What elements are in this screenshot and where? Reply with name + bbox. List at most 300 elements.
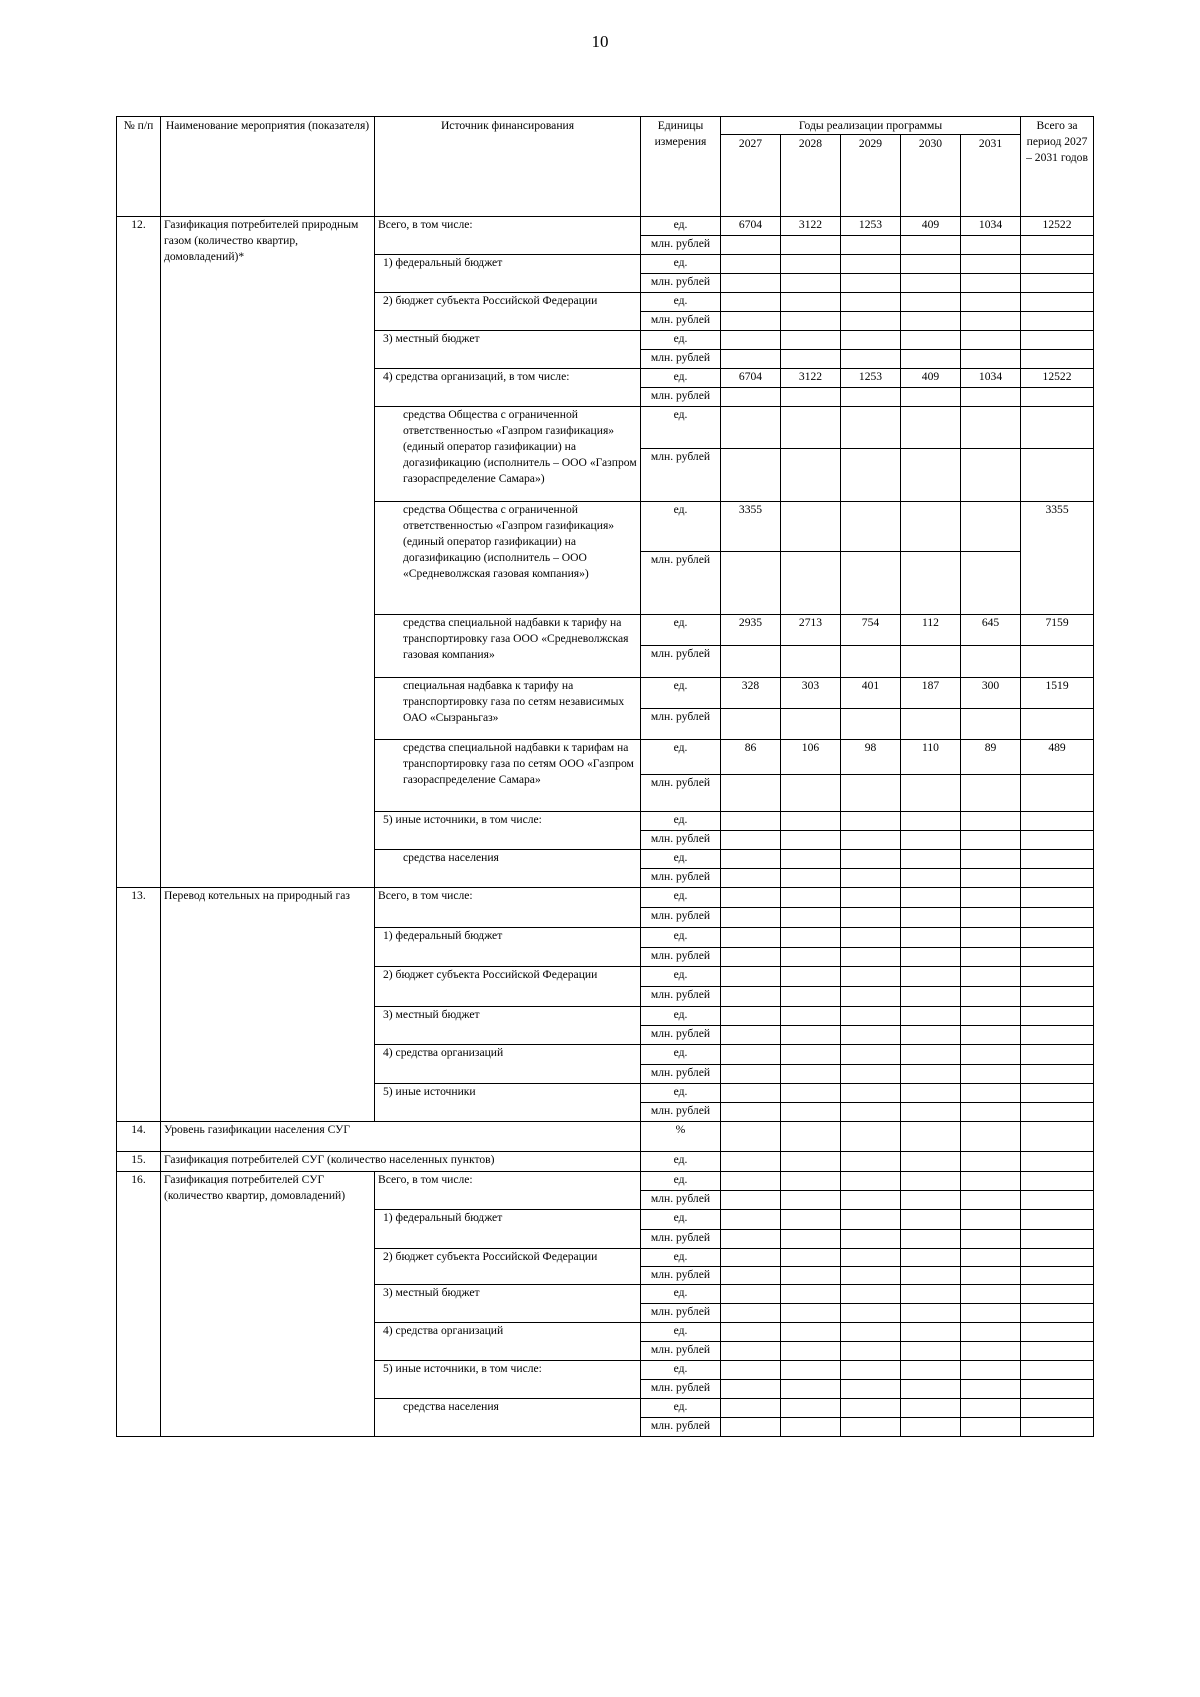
value-cell xyxy=(841,1191,901,1210)
value-cell xyxy=(841,1285,901,1304)
unit-cell: млн. рублей xyxy=(641,350,721,369)
unit-cell: ед. xyxy=(641,1084,721,1103)
funding-source: 4) средства организаций xyxy=(375,1323,641,1361)
value-cell: 303 xyxy=(781,678,841,709)
unit-cell: ед. xyxy=(641,369,721,388)
value-cell xyxy=(901,1304,961,1323)
value-cell xyxy=(781,1418,841,1437)
header-year: 2027 xyxy=(721,135,781,217)
total-cell xyxy=(1021,407,1094,449)
value-cell xyxy=(961,1249,1021,1267)
value-cell xyxy=(901,987,961,1007)
value-cell xyxy=(961,312,1021,331)
value-cell xyxy=(721,255,781,274)
value-cell xyxy=(781,1152,841,1172)
value-cell xyxy=(961,388,1021,407)
value-cell xyxy=(901,407,961,449)
row-number: 16. xyxy=(117,1172,161,1437)
value-cell xyxy=(781,1122,841,1152)
value-cell: 2935 xyxy=(721,615,781,646)
funding-source: средства населения xyxy=(375,1399,641,1437)
value-cell xyxy=(781,1210,841,1230)
value-cell: 98 xyxy=(841,740,901,775)
total-cell xyxy=(1021,1267,1094,1285)
value-cell xyxy=(721,1045,781,1065)
value-cell: 112 xyxy=(901,615,961,646)
value-cell: 3122 xyxy=(781,369,841,388)
value-cell xyxy=(781,850,841,869)
value-cell xyxy=(961,1399,1021,1418)
total-cell xyxy=(1021,1230,1094,1249)
value-cell xyxy=(721,350,781,369)
value-cell xyxy=(781,869,841,888)
value-cell xyxy=(841,1323,901,1342)
program-table xyxy=(116,116,1094,1437)
value-cell xyxy=(961,1285,1021,1304)
value-cell xyxy=(961,1152,1021,1172)
value-cell xyxy=(721,1361,781,1380)
funding-source: 3) местный бюджет xyxy=(375,331,641,369)
total-cell xyxy=(1021,1172,1094,1191)
total-cell xyxy=(1021,293,1094,312)
value-cell xyxy=(901,888,961,908)
value-cell xyxy=(1021,1122,1094,1152)
funding-source: Всего, в том числе: xyxy=(375,888,641,928)
value-cell xyxy=(961,1342,1021,1361)
value-cell xyxy=(901,646,961,678)
value-cell xyxy=(961,331,1021,350)
unit-cell: млн. рублей xyxy=(641,236,721,255)
value-cell xyxy=(721,869,781,888)
value-cell xyxy=(841,831,901,850)
value-cell xyxy=(841,1399,901,1418)
funding-source: 2) бюджет субъекта Российской Федерации xyxy=(375,967,641,1007)
value-cell: 1253 xyxy=(841,217,901,236)
unit-cell: млн. рублей xyxy=(641,775,721,812)
value-cell xyxy=(901,255,961,274)
value-cell xyxy=(961,552,1021,615)
value-cell xyxy=(841,908,901,928)
value-cell xyxy=(781,1191,841,1210)
value-cell xyxy=(781,407,841,449)
unit-cell: ед. xyxy=(641,678,721,709)
value-cell: 187 xyxy=(901,678,961,709)
funding-source: 5) иные источники, в том числе: xyxy=(375,812,641,850)
value-cell xyxy=(841,1380,901,1399)
page-number: 10 xyxy=(591,32,609,51)
value-cell xyxy=(961,502,1021,552)
value-cell xyxy=(781,775,841,812)
value-cell xyxy=(901,908,961,928)
value-cell xyxy=(961,987,1021,1007)
value-cell xyxy=(721,1323,781,1342)
value-cell xyxy=(961,1380,1021,1399)
value-cell xyxy=(721,812,781,831)
total-cell xyxy=(1021,274,1094,293)
value-cell xyxy=(841,1172,901,1191)
value-cell xyxy=(901,1026,961,1045)
total-cell xyxy=(1021,646,1094,678)
value-cell xyxy=(841,1045,901,1065)
value-cell xyxy=(781,331,841,350)
value-cell xyxy=(781,236,841,255)
header-total: Всего за период 2027 – 2031 годов xyxy=(1021,117,1094,217)
value-cell xyxy=(901,967,961,987)
value-cell xyxy=(721,948,781,967)
value-cell xyxy=(841,1361,901,1380)
total-cell xyxy=(1021,928,1094,948)
value-cell xyxy=(961,1026,1021,1045)
total-cell xyxy=(1021,350,1094,369)
value-cell xyxy=(901,775,961,812)
value-cell xyxy=(841,850,901,869)
header-year: 2028 xyxy=(781,135,841,217)
value-cell xyxy=(781,1361,841,1380)
value-cell xyxy=(781,1323,841,1342)
table-row xyxy=(117,888,1094,908)
unit-cell: ед. xyxy=(641,928,721,948)
unit-cell: ед. xyxy=(641,1285,721,1304)
value-cell xyxy=(721,709,781,740)
total-cell xyxy=(1021,1323,1094,1342)
value-cell xyxy=(961,1304,1021,1323)
value-cell xyxy=(721,1152,781,1172)
funding-source: Всего, в том числе: xyxy=(375,217,641,255)
value-cell xyxy=(961,869,1021,888)
value-cell xyxy=(781,831,841,850)
total-cell xyxy=(1021,888,1094,908)
value-cell xyxy=(781,1267,841,1285)
value-cell xyxy=(841,709,901,740)
row-number: 13. xyxy=(117,888,161,1122)
unit-cell: ед. xyxy=(641,1172,721,1191)
total-cell: 489 xyxy=(1021,740,1094,775)
total-cell xyxy=(1021,709,1094,740)
value-cell xyxy=(961,1122,1021,1152)
value-cell xyxy=(961,1007,1021,1026)
value-cell xyxy=(781,1249,841,1267)
value-cell xyxy=(961,646,1021,678)
funding-source: средства специальной надбавки к тарифу на транспортировку газа ООО «Средневолжская газовая компания» xyxy=(375,615,641,678)
header-source: Источник финансирования xyxy=(375,117,641,217)
funding-source: средства специальной надбавки к тарифам на транспортировку газа по сетям ООО «Газпром газораспределение Самара» xyxy=(375,740,641,812)
total-cell xyxy=(1021,1380,1094,1399)
value-cell xyxy=(841,869,901,888)
value-cell xyxy=(901,1230,961,1249)
value-cell: 328 xyxy=(721,678,781,709)
value-cell xyxy=(841,350,901,369)
value-cell xyxy=(961,293,1021,312)
value-cell xyxy=(961,1323,1021,1342)
header-unit: Единицы измерения xyxy=(641,117,721,217)
total-cell xyxy=(1021,1103,1094,1122)
value-cell xyxy=(841,312,901,331)
value-cell xyxy=(841,1304,901,1323)
value-cell xyxy=(1021,1152,1094,1172)
unit-cell: ед. xyxy=(641,888,721,908)
total-cell xyxy=(1021,236,1094,255)
value-cell: 1034 xyxy=(961,217,1021,236)
value-cell xyxy=(781,812,841,831)
value-cell xyxy=(841,331,901,350)
value-cell xyxy=(721,1230,781,1249)
value-cell xyxy=(961,1418,1021,1437)
table-body xyxy=(117,217,1094,1437)
value-cell xyxy=(961,812,1021,831)
unit-cell: ед. xyxy=(641,293,721,312)
value-cell xyxy=(961,1210,1021,1230)
value-cell xyxy=(961,1267,1021,1285)
total-cell xyxy=(1021,1249,1094,1267)
table-row xyxy=(117,1122,1094,1152)
value-cell xyxy=(721,236,781,255)
value-cell xyxy=(781,293,841,312)
total-cell xyxy=(1021,1342,1094,1361)
funding-source: средства Общества с ограниченной ответственностью «Газпром газификация» (единый оператор газификации) на догазификацию (исполнитель – ООО «Газпром газораспределение Самара») xyxy=(375,407,641,502)
value-cell xyxy=(901,1122,961,1152)
unit-cell: млн. рублей xyxy=(641,1230,721,1249)
unit-cell: ед. xyxy=(641,1249,721,1267)
unit-cell: млн. рублей xyxy=(641,869,721,888)
value-cell: 409 xyxy=(901,217,961,236)
value-cell xyxy=(961,850,1021,869)
value-cell: 3122 xyxy=(781,217,841,236)
value-cell xyxy=(721,1304,781,1323)
unit-cell: ед. xyxy=(641,1399,721,1418)
value-cell xyxy=(721,1418,781,1437)
header-num: № п/п xyxy=(117,117,161,217)
unit-cell: млн. рублей xyxy=(641,388,721,407)
value-cell xyxy=(781,709,841,740)
row-number: 14. xyxy=(117,1122,161,1152)
funding-source: 2) бюджет субъекта Российской Федерации xyxy=(375,1249,641,1285)
header-years-group: Годы реализации программы xyxy=(721,117,1021,135)
value-cell xyxy=(961,236,1021,255)
header-year: 2030 xyxy=(901,135,961,217)
unit-cell: млн. рублей xyxy=(641,646,721,678)
value-cell xyxy=(961,1103,1021,1122)
value-cell xyxy=(781,312,841,331)
table-row xyxy=(117,1172,1094,1191)
value-cell xyxy=(721,908,781,928)
total-cell: 3355 xyxy=(1021,502,1094,615)
total-cell xyxy=(1021,255,1094,274)
value-cell xyxy=(841,449,901,502)
value-cell xyxy=(841,928,901,948)
row-number: 12. xyxy=(117,217,161,888)
value-cell xyxy=(721,1267,781,1285)
unit-cell: ед. xyxy=(641,1361,721,1380)
value-cell xyxy=(781,255,841,274)
unit-cell: млн. рублей xyxy=(641,1304,721,1323)
funding-source: 1) федеральный бюджет xyxy=(375,928,641,967)
value-cell xyxy=(721,449,781,502)
total-cell xyxy=(1021,850,1094,869)
unit-cell: млн. рублей xyxy=(641,908,721,928)
value-cell xyxy=(721,293,781,312)
value-cell xyxy=(901,236,961,255)
value-cell xyxy=(961,407,1021,449)
header-year: 2031 xyxy=(961,135,1021,217)
total-cell: 7159 xyxy=(1021,615,1094,646)
total-cell xyxy=(1021,1007,1094,1026)
value-cell: 6704 xyxy=(721,217,781,236)
table-row xyxy=(117,1152,1094,1172)
unit-cell: млн. рублей xyxy=(641,1065,721,1084)
value-cell xyxy=(721,274,781,293)
value-cell xyxy=(841,293,901,312)
total-cell xyxy=(1021,1065,1094,1084)
value-cell xyxy=(721,967,781,987)
value-cell xyxy=(841,1026,901,1045)
value-cell xyxy=(901,502,961,552)
total-cell xyxy=(1021,1399,1094,1418)
value-cell xyxy=(961,1172,1021,1191)
value-cell xyxy=(721,1249,781,1267)
funding-source: Всего, в том числе: xyxy=(375,1172,641,1210)
value-cell xyxy=(781,908,841,928)
value-cell xyxy=(901,449,961,502)
value-cell xyxy=(901,948,961,967)
value-cell xyxy=(841,1418,901,1437)
value-cell xyxy=(901,850,961,869)
value-cell xyxy=(841,236,901,255)
funding-source: 5) иные источники xyxy=(375,1084,641,1122)
unit-cell: млн. рублей xyxy=(641,709,721,740)
value-cell: 6704 xyxy=(721,369,781,388)
value-cell xyxy=(901,274,961,293)
total-cell xyxy=(1021,1026,1094,1045)
funding-source: 4) средства организаций, в том числе: xyxy=(375,369,641,407)
unit-cell: млн. рублей xyxy=(641,1103,721,1122)
value-cell xyxy=(721,552,781,615)
value-cell xyxy=(901,1084,961,1103)
value-cell xyxy=(841,388,901,407)
value-cell xyxy=(721,1084,781,1103)
value-cell xyxy=(961,1191,1021,1210)
value-cell xyxy=(961,928,1021,948)
value-cell xyxy=(781,350,841,369)
value-cell xyxy=(721,850,781,869)
funding-source: 1) федеральный бюджет xyxy=(375,255,641,293)
value-cell xyxy=(841,1342,901,1361)
value-cell xyxy=(721,1026,781,1045)
unit-cell: ед. xyxy=(641,740,721,775)
row-indicator-name: Перевод котельных на природный газ xyxy=(161,888,375,1122)
value-cell xyxy=(961,1084,1021,1103)
total-cell: 12522 xyxy=(1021,217,1094,236)
unit-cell: ед. xyxy=(641,407,721,449)
value-cell xyxy=(841,646,901,678)
value-cell xyxy=(901,709,961,740)
value-cell xyxy=(721,1399,781,1418)
table-row xyxy=(117,217,1094,236)
unit-cell: ед. xyxy=(641,331,721,350)
value-cell xyxy=(961,350,1021,369)
value-cell xyxy=(901,1172,961,1191)
unit-cell: млн. рублей xyxy=(641,1380,721,1399)
value-cell xyxy=(901,312,961,331)
total-cell xyxy=(1021,1418,1094,1437)
value-cell xyxy=(781,1045,841,1065)
value-cell xyxy=(781,388,841,407)
value-cell xyxy=(901,928,961,948)
unit-cell: ед. xyxy=(641,1007,721,1026)
value-cell xyxy=(781,1230,841,1249)
value-cell xyxy=(961,1230,1021,1249)
value-cell xyxy=(781,646,841,678)
unit-cell: % xyxy=(641,1122,721,1152)
unit-cell: ед. xyxy=(641,812,721,831)
unit-cell: ед. xyxy=(641,967,721,987)
total-cell xyxy=(1021,1045,1094,1065)
value-cell xyxy=(781,1172,841,1191)
value-cell xyxy=(781,1103,841,1122)
unit-cell: ед. xyxy=(641,502,721,552)
value-cell: 86 xyxy=(721,740,781,775)
value-cell xyxy=(901,1285,961,1304)
unit-cell: ед. xyxy=(641,1152,721,1172)
unit-cell: млн. рублей xyxy=(641,1191,721,1210)
total-cell xyxy=(1021,948,1094,967)
value-cell xyxy=(901,1342,961,1361)
unit-cell: млн. рублей xyxy=(641,987,721,1007)
value-cell xyxy=(781,1084,841,1103)
unit-cell: ед. xyxy=(641,217,721,236)
value-cell xyxy=(961,888,1021,908)
value-cell xyxy=(841,552,901,615)
value-cell xyxy=(901,1065,961,1084)
unit-cell: млн. рублей xyxy=(641,1418,721,1437)
unit-cell: млн. рублей xyxy=(641,1026,721,1045)
total-cell xyxy=(1021,812,1094,831)
value-cell xyxy=(901,552,961,615)
value-cell xyxy=(841,1084,901,1103)
total-cell xyxy=(1021,869,1094,888)
value-cell xyxy=(781,1285,841,1304)
value-cell xyxy=(781,928,841,948)
total-cell xyxy=(1021,331,1094,350)
total-cell xyxy=(1021,312,1094,331)
unit-cell: ед. xyxy=(641,255,721,274)
total-cell xyxy=(1021,1191,1094,1210)
value-cell xyxy=(781,888,841,908)
value-cell xyxy=(841,274,901,293)
total-cell xyxy=(1021,1285,1094,1304)
row-indicator-name: Уровень газификации населения СУГ xyxy=(161,1122,641,1152)
value-cell xyxy=(901,831,961,850)
value-cell xyxy=(901,1191,961,1210)
value-cell xyxy=(781,1007,841,1026)
value-cell xyxy=(721,312,781,331)
value-cell xyxy=(841,502,901,552)
total-cell xyxy=(1021,831,1094,850)
funding-source: 3) местный бюджет xyxy=(375,1285,641,1323)
unit-cell: млн. рублей xyxy=(641,1267,721,1285)
header-name: Наименование мероприятия (показателя) xyxy=(161,117,375,217)
funding-source: средства населения xyxy=(375,850,641,888)
value-cell xyxy=(721,987,781,1007)
value-cell xyxy=(781,502,841,552)
value-cell xyxy=(901,331,961,350)
value-cell xyxy=(901,1267,961,1285)
value-cell: 3355 xyxy=(721,502,781,552)
funding-source: специальная надбавка к тарифу на транспортировку газа по сетям независимых ОАО «Сызраньгаз» xyxy=(375,678,641,740)
value-cell xyxy=(841,812,901,831)
row-indicator-name: Газификация потребителей СУГ (количество квартир, домовладений) xyxy=(161,1172,375,1437)
value-cell xyxy=(901,1418,961,1437)
value-cell xyxy=(721,1342,781,1361)
